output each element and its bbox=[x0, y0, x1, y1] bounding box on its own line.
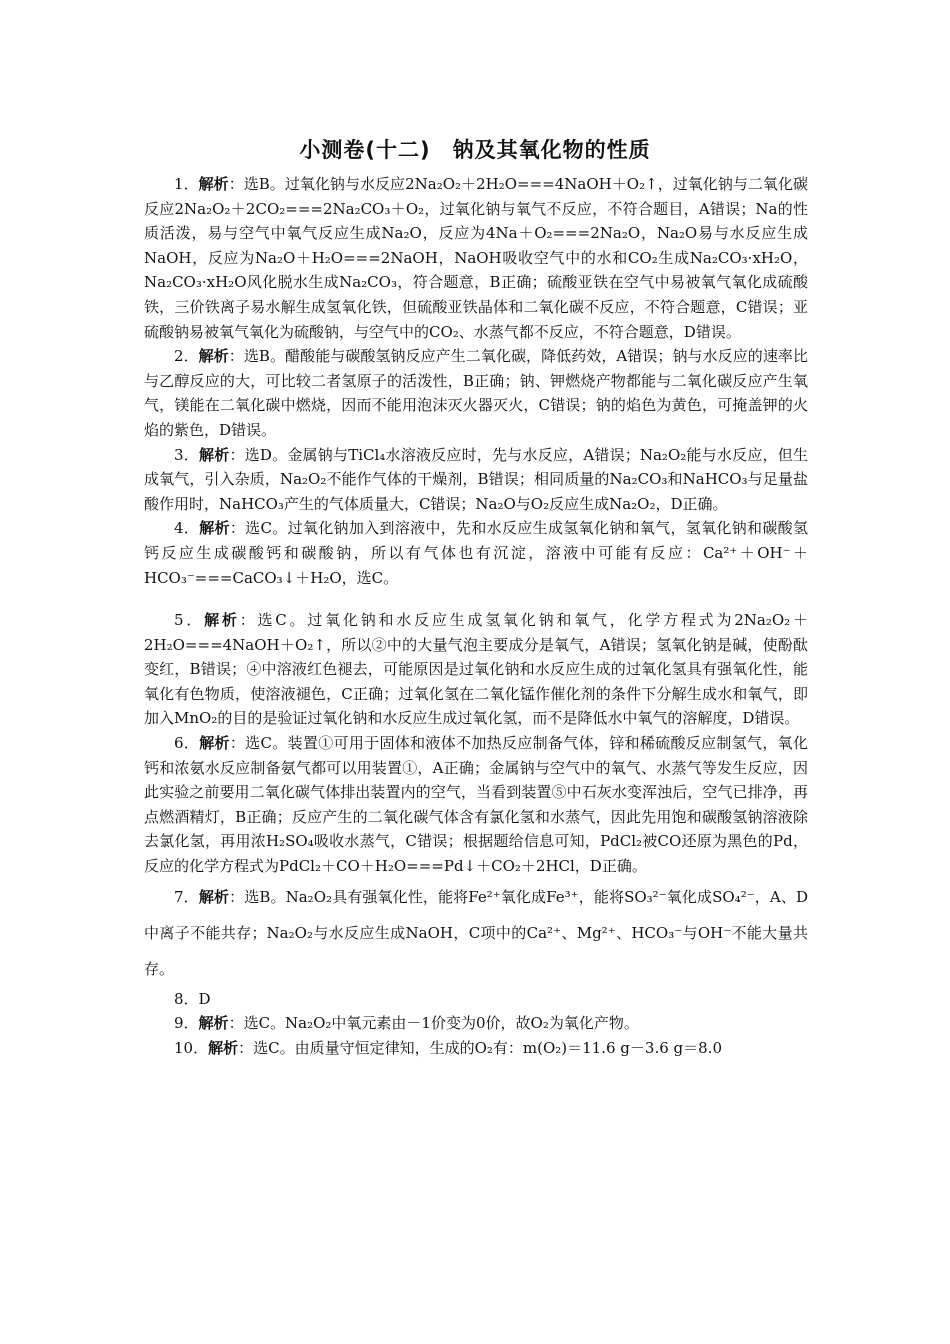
answer-item-10 bbox=[144, 1036, 808, 1061]
answer-text: ：选C。装置①可用于固体和液体不加热反应制备气体，锌和稀硫酸反应制氢气，氧化钙和浓氨水反应制备氨气都可以用装置①，A正确；金属钠与空气中的氧气、水蒸气等发生反应，因此实验之前要用二氧化碳气体排出装置内的空气，当看到装置⑤中石灰水变浑浊后，空气已排净，再点燃酒精灯，B正确；反应产生的二氧化碳气体含有氯化氢和水蒸气，因此先用饱和碳酸氢钠溶液除去氯化氢，再用浓H₂SO₄吸收水蒸气，C错误；根据题给信息可知，PdCl₂被CO还原为黑色的Pd，反应的化学方程式为PdCl₂＋CO＋H₂O===Pd↓＋CO₂＋2HCl，D正确。 bbox=[144, 734, 808, 876]
answer-number: 10． bbox=[174, 1038, 209, 1057]
answer-item-6 bbox=[144, 731, 808, 879]
answer-label: 解析 bbox=[199, 734, 230, 753]
answer-text: D bbox=[198, 989, 211, 1008]
answer-label: 解析 bbox=[198, 1014, 229, 1033]
answer-item-2 bbox=[144, 344, 808, 442]
answer-item-3 bbox=[144, 443, 808, 517]
answer-label: 解析 bbox=[198, 887, 230, 906]
answer-text: ：选C。Na₂O₂中氧元素由－1价变为0价，故O₂为氧化产物。 bbox=[228, 1014, 639, 1033]
answer-label: 解析 bbox=[199, 519, 230, 538]
answer-number: 4． bbox=[174, 519, 200, 538]
answer-text: ：选C。过氧化钠加入到溶液中，先和水反应生成氢氧化钠和氧气，氢氧化钠和碳酸氢钙反应生成碳酸钙和碳酸钠，所以有气体也有沉淀，溶液中可能有反应：Ca²⁺＋OH⁻＋HCO₃⁻===CaCO₃↓＋H₂O，选C。 bbox=[144, 519, 808, 587]
answer-list bbox=[144, 172, 808, 1060]
answer-label: 解析 bbox=[204, 611, 240, 630]
answer-number: 7． bbox=[174, 887, 199, 906]
answer-item-7 bbox=[144, 879, 808, 987]
answer-text: ：选C。过氧化钠和水反应生成氢氧化钠和氧气，化学方程式为2Na₂O₂＋2H₂O===4NaOH＋O₂↑，所以②中的大量气泡主要成分是氧气，A错误；氢氧化钠是碱，使酚酞变红，B错误；④中溶液红色褪去，可能原因是过氧化钠和水反应生成的过氧化氢具有强氧化性，能氧化有色物质，使溶液褪色，C正确；过氧化氢在二氧化锰作催化剂的条件下分解生成水和氧气，即加入MnO₂的目的是验证过氧化钠和水反应生成过氧化氢，而不是降低水中氧气的溶解度，D错误。 bbox=[144, 611, 808, 728]
answer-item-5 bbox=[144, 608, 808, 731]
answer-number: 5． bbox=[174, 611, 205, 630]
answer-item-9 bbox=[144, 1011, 808, 1036]
answer-text: ：选C。由质量守恒定律知，生成的O₂有：m(O₂)＝11.6 g－3.6 g＝8.0 bbox=[238, 1038, 722, 1057]
answer-label: 解析 bbox=[198, 347, 229, 366]
answer-label: 解析 bbox=[208, 1038, 239, 1057]
answer-text: ：选B。Na₂O₂具有强氧化性，能将Fe²⁺氧化成Fe³⁺，能将SO₃²⁻氧化成SO₄²⁻，A、D中离子不能共存；Na₂O₂与水反应生成NaOH，C项中的Ca²⁺、Mg²⁺、HCO₃⁻与OH⁻不能大量共存。 bbox=[144, 887, 808, 978]
answer-text: ：选B。过氧化钠与水反应2Na₂O₂＋2H₂O===4NaOH＋O₂↑，过氧化钠与二氧化碳反应2Na₂O₂＋2CO₂===2Na₂CO₃＋O₂，过氧化钠与氧气不反应，不符合题目，A错误；Na的性质活泼，易与空气中氧气反应生成Na₂O，反应为4Na＋O₂===2Na₂O，Na₂O易与水反应生成NaOH，反应为Na₂O＋H₂O===2NaOH，NaOH吸收空气中的水和CO₂生成Na₂CO₃·xH₂O，Na₂CO₃·xH₂O风化脱水生成Na₂CO₃，符合题意，B正确；硫酸亚铁在空气中易被氧气氧化成硫酸铁，三价铁离子易水解生成氢氧化铁，但硫酸亚铁晶体和二氧化碳不反应，不符合题意，C错误；亚硫酸钠易被氧气氧化为硫酸钠，与空气中的CO₂、水蒸气都不反应，不符合题意，D错误。 bbox=[144, 175, 808, 341]
answer-label: 解析 bbox=[198, 445, 230, 464]
answer-item-8 bbox=[144, 987, 808, 1012]
answer-number: 9． bbox=[174, 1014, 199, 1033]
answer-number: 3． bbox=[174, 445, 199, 464]
answer-text: ：选D。金属钠与TiCl₄水溶液反应时，先与水反应，A错误；Na₂O₂能与水反应，但生成氧气，引入杂质，Na₂O₂不能作气体的干燥剂，B错误；相同质量的Na₂CO₃和NaHCO₃与足量盐酸作用时，NaHCO₃产生的气体质量大，C错误；Na₂O与O₂反应生成Na₂O₂，D正确。 bbox=[144, 445, 808, 513]
page-title: 小测卷(十二) 钠及其氧化物的性质 bbox=[299, 138, 651, 162]
answer-number: 2． bbox=[174, 347, 199, 366]
answer-number: 1． bbox=[174, 175, 199, 193]
answer-number: 6． bbox=[174, 734, 200, 753]
answer-item-4 bbox=[144, 516, 808, 590]
answer-item-1 bbox=[144, 172, 808, 344]
answer-text: ：选B。醋酸能与碳酸氢钠反应产生二氧化碳，降低药效，A错误；钠与水反应的速率比与乙醇反应的大，可比较二者氢原子的活泼性，B正确；钠、钾燃烧产物都能与二氧化碳反应产生氧气，镁能在二氧化碳中燃烧，因而不能用泡沫灭火器灭火，C错误；钠的焰色为黄色，可掩盖钾的火焰的紫色，D错误。 bbox=[144, 347, 808, 439]
answer-number: 8． bbox=[174, 989, 199, 1008]
answer-label: 解析 bbox=[198, 175, 229, 193]
